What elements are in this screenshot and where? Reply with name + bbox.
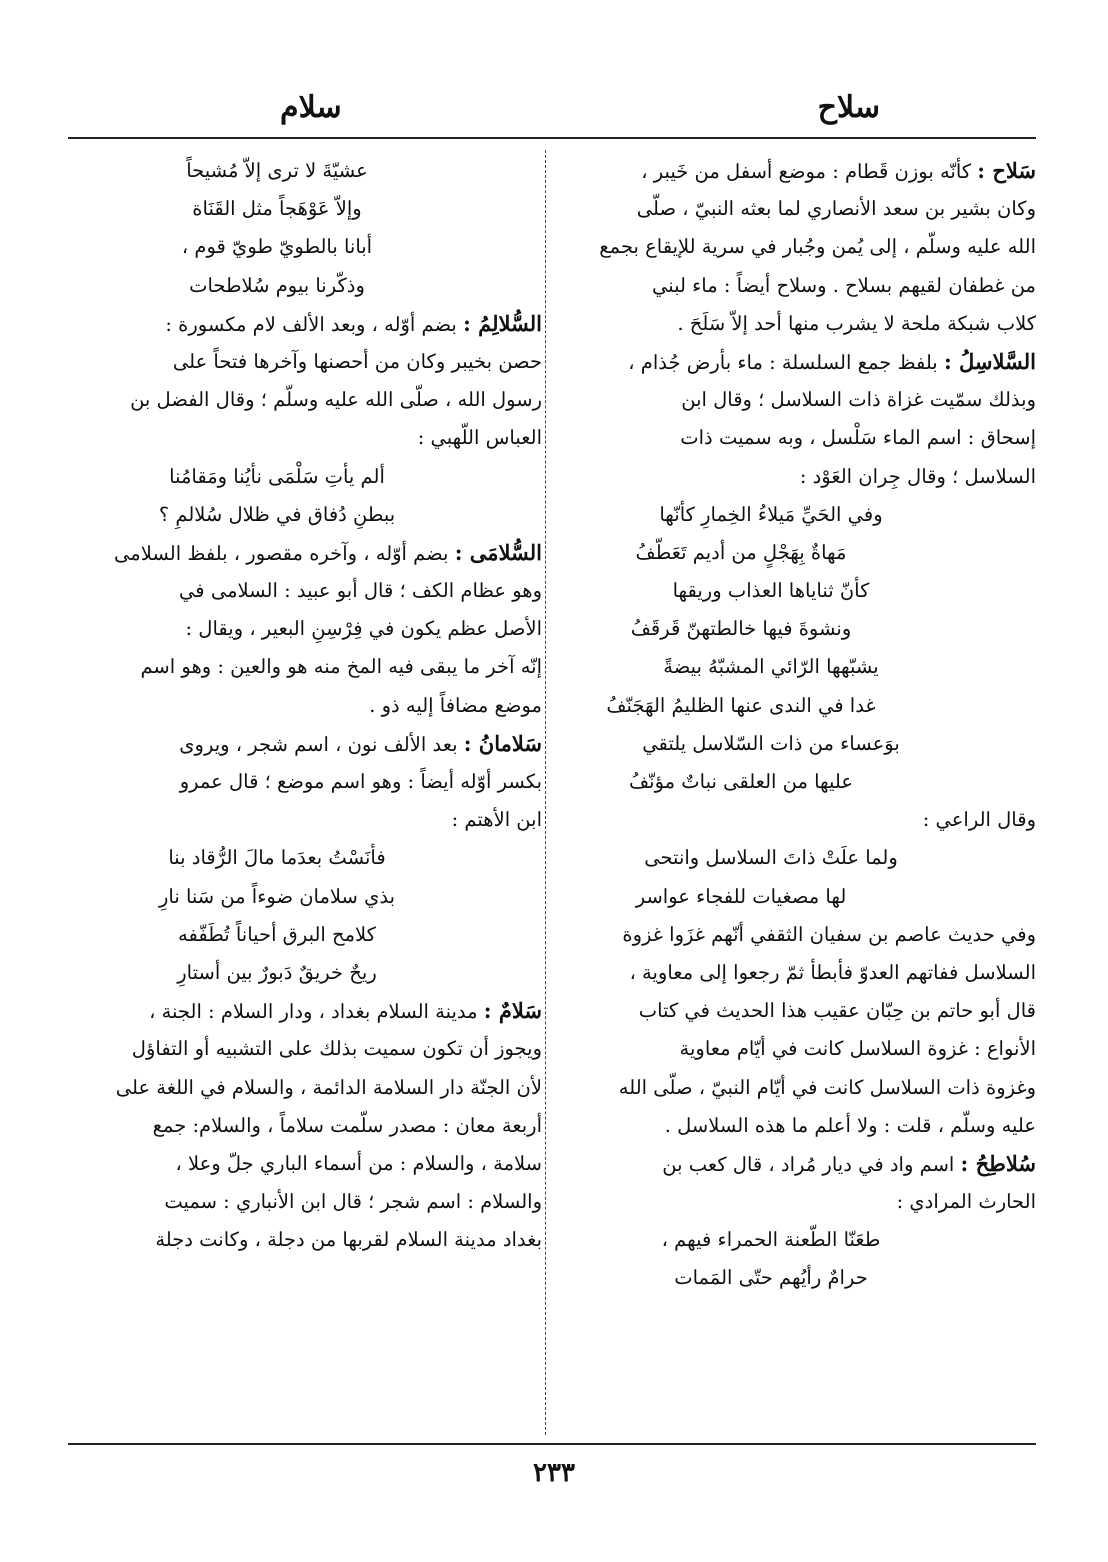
line-text: الحارث المرادي : xyxy=(896,1190,1036,1214)
entry-line xyxy=(72,992,542,1030)
line-text: أربعة معان : مصدر سلّمت سلاماً ، والسلام: جمع xyxy=(152,1113,542,1137)
entry-line xyxy=(72,305,542,343)
line-text: ونشوةَ فيها خالطتهنّ قَرقَفُ xyxy=(630,617,852,641)
text-line xyxy=(72,1221,542,1259)
line-text: مَهاةٌ بِهَجْلٍ من أديم تَعَطّفُ xyxy=(635,540,847,564)
line-text: كأنّه بوزن قَطام : موضع أسفل من خَيبر ، xyxy=(641,160,978,183)
verse-line xyxy=(566,839,1036,877)
text-line xyxy=(72,1145,542,1183)
verse-line xyxy=(566,610,1036,648)
verse-line xyxy=(72,228,542,266)
line-text: عليها من العلقى نباتٌ مؤنّفُ xyxy=(628,770,854,793)
text-line xyxy=(566,381,1036,419)
text-line xyxy=(72,419,542,457)
line-text: وكان بشير بن سعد الأنصاري لما بعثه النبيّ ، صلّى xyxy=(636,197,1036,221)
text-line xyxy=(566,916,1036,954)
page-number: ٢٣٣ xyxy=(533,1458,575,1488)
verse-line xyxy=(566,572,1036,610)
line-text: رسول الله ، صلّى الله عليه وسلّم ؛ وقال الفضل بن xyxy=(130,388,542,412)
entry-line xyxy=(566,343,1036,381)
line-text: حصن بخيبر وكان من أحصنها وآخرها فتحاً على xyxy=(172,349,542,373)
line-text: وإلاّ عَوْهَجاً مثل القَنَاة xyxy=(192,197,362,221)
text-line xyxy=(566,801,1036,839)
line-text: بوَعساء من ذات السّلاسل يلتقي xyxy=(642,731,900,755)
text-line xyxy=(566,190,1036,228)
line-text: السلاسل ففاتهم العدوّ فأبطأ ثمّ رجعوا إلى معاوية ، xyxy=(629,960,1036,984)
verse-line xyxy=(566,1221,1036,1259)
line-text: وغزوة ذات السلاسل كانت في أيّام النبيّ ، صلّى الله xyxy=(618,1075,1036,1099)
line-text: ويجوز أن تكون سميت بذلك على التشبيه أو التفاؤل xyxy=(131,1037,542,1061)
verse-line xyxy=(566,725,1036,763)
line-text: الأنواع : غزوة السلاسل كانت في أيّام معاوية xyxy=(679,1037,1036,1061)
header-rule xyxy=(68,137,1036,139)
running-head-right: سلاح xyxy=(817,90,880,125)
verse-line xyxy=(566,878,1036,916)
line-text: وهو عظام الكف ؛ قال أبو عبيد : السلامى في xyxy=(179,579,542,603)
verse-line xyxy=(566,1259,1036,1297)
text-line xyxy=(72,1069,542,1107)
line-text: وقال الراعي : xyxy=(922,808,1036,832)
line-text: والسلام : اسم شجر ؛ قال ابن الأنباري : سميت xyxy=(164,1190,542,1214)
text-line xyxy=(566,954,1036,992)
headword: سَلامٌ : xyxy=(483,998,542,1024)
line-text: سلامة ، والسلام : من أسماء الباري جلّ وعلا ، xyxy=(175,1151,542,1175)
verse-line xyxy=(72,916,542,954)
line-text: ولما علَتْ ذاتَ السلاسل وانتحى xyxy=(644,846,898,870)
line-text: طعَنّا الطّعنة الحمراء فيهم ، xyxy=(661,1228,881,1252)
verse-line xyxy=(72,839,542,877)
verse-line xyxy=(566,648,1036,686)
line-text: لأن الجنّة دار السلامة الدائمة ، والسلام في اللغة على xyxy=(115,1075,542,1099)
text-line xyxy=(566,305,1036,343)
line-text: وبذلك سمّيت غزاة ذات السلاسل ؛ وقال ابن xyxy=(681,388,1036,412)
line-text: موضع مضافاً إليه ذو . xyxy=(369,693,542,717)
line-text: فأنَسْتُ بعدَما مالَ الرُّقاد بنا xyxy=(168,846,386,870)
line-text: الله عليه وسلّم ، إلى يُمن وجُبار في سرية للإيقاع بجمع xyxy=(599,235,1036,259)
verse-line xyxy=(72,496,542,534)
line-text: السلاسل ؛ وقال جِران العَوْد : xyxy=(799,464,1036,488)
line-text: أبانا بالطويّ طويّ قوم ، xyxy=(181,235,373,259)
line-text: إنّه آخر ما يبقى فيه المخ منه هو والعين : وهو اسم xyxy=(140,655,542,679)
line-text: ريحٌ خريقٌ دَبورٌ بين أستارِ xyxy=(177,960,377,984)
headword: السُّلالِمُ : xyxy=(463,310,542,336)
line-text: إسحاق : اسم الماء سَلْسل ، وبه سميت ذات xyxy=(680,426,1036,450)
text-line xyxy=(566,1183,1036,1221)
line-text: وفي حديث عاصم بن سفيان الثقفي أنّهم غزَوا غزوة xyxy=(622,922,1036,946)
line-text: ألم يأتِ سَلْمَى نأيُنا ومَقامُنا xyxy=(169,464,385,488)
text-line xyxy=(72,572,542,610)
verse-line xyxy=(72,267,542,305)
headword: سَلاح : xyxy=(977,158,1036,183)
line-text: ببطنِ دُفاق في ظلال سُلالمِ ؟ xyxy=(158,502,396,526)
verse-line xyxy=(72,954,542,992)
page-header xyxy=(60,88,1030,132)
headword: السَّلاسِلُ : xyxy=(943,348,1036,374)
line-text: وذكّرنا بيوم سُلاطحات xyxy=(189,273,365,297)
verse-line xyxy=(566,496,1036,534)
text-line xyxy=(72,763,542,801)
line-text: عشيّةَ لا ترى إلاّ مُشيحاً xyxy=(186,159,368,182)
verse-line xyxy=(72,458,542,496)
text-line xyxy=(72,1107,542,1145)
verse-line xyxy=(72,190,542,228)
line-text: كلاب شبكة ملحة لا يشرب منها أحد إلاّ سَلَحَ . xyxy=(677,311,1036,335)
line-text: وفي الحَيِّ مَيلاءُ الخِمارِ كأنّها xyxy=(659,502,883,526)
text-line xyxy=(566,228,1036,266)
text-line xyxy=(566,1030,1036,1068)
line-text: بضم أوّله ، وبعد الألف لام مكسورة : xyxy=(165,312,464,336)
verse-line xyxy=(566,763,1036,801)
text-line xyxy=(72,1030,542,1068)
line-text: كلامح البرق أحياناً تُطَفّفه xyxy=(178,922,376,946)
entry-line xyxy=(72,534,542,572)
line-text: الأصل عظم يكون في فِرْسِنِ البعير ، ويقال : xyxy=(185,617,542,641)
verse-line xyxy=(566,534,1036,572)
text-line xyxy=(72,610,542,648)
headword: سُلاطِحُ : xyxy=(960,1150,1036,1176)
text-line xyxy=(566,1107,1036,1145)
entry-line xyxy=(566,152,1036,190)
running-head-left: سلام xyxy=(280,90,342,125)
text-line xyxy=(566,419,1036,457)
verse-line xyxy=(72,878,542,916)
text-line xyxy=(72,1183,542,1221)
text-line xyxy=(566,267,1036,305)
right-column xyxy=(566,152,1036,1298)
text-line xyxy=(72,801,542,839)
column-divider xyxy=(545,150,546,1435)
entry-line xyxy=(72,725,542,763)
text-line xyxy=(72,687,542,725)
headword: سَلامانُ : xyxy=(463,730,542,756)
line-text: حرامٌ رأيُهم حتّى المَمات xyxy=(674,1266,868,1290)
line-text: بغداد مدينة السلام لقربها من دجلة ، وكانت دجلة xyxy=(155,1228,542,1252)
verse-line xyxy=(72,152,542,190)
line-text: مدينة السلام بغداد ، ودار السلام : الجنة ، xyxy=(149,1000,484,1024)
line-text: بذي سلامان ضوءاً من سَنا نارِ xyxy=(158,884,396,908)
line-text: بضم أوّله ، وآخره مقصور ، بلفظ السلامى xyxy=(114,541,455,565)
text-line xyxy=(72,381,542,419)
footer-rule xyxy=(68,1443,1036,1445)
headword: السُّلامَى : xyxy=(454,539,542,565)
verse-line xyxy=(566,687,1036,725)
line-text: كأنّ ثناياها العذاب وريقها xyxy=(672,579,870,603)
line-text: غدا في الندى عنها الظليمُ الهَجَنّفُ xyxy=(606,693,876,717)
entry-line xyxy=(566,1145,1036,1183)
text-line xyxy=(566,1069,1036,1107)
line-text: عليه وسلّم ، قلت : ولا أعلم ما هذه السلاسل . xyxy=(664,1113,1036,1137)
line-text: بكسر أوّله أيضاً : وهو اسم موضع ؛ قال عمرو xyxy=(179,770,542,793)
line-text: بلفظ جمع السلسلة : ماء بأرض جُذام ، xyxy=(628,350,944,374)
line-text: العباس اللّهبي : xyxy=(417,426,542,450)
left-column xyxy=(72,152,542,1259)
line-text: بعد الألف نون ، اسم شجر ، ويروى xyxy=(179,732,464,756)
text-line xyxy=(566,992,1036,1030)
text-line xyxy=(566,458,1036,496)
line-text: ابن الأهتم : xyxy=(451,808,542,832)
line-text: اسم واد في ديار مُراد ، قال كعب بن xyxy=(662,1152,961,1176)
line-text: لها مصغيات للفجاء عواسر xyxy=(635,884,847,908)
text-line xyxy=(72,648,542,686)
line-text: من غطفان لقيهم بسلاح . وسلاح أيضاً : ماء لبني xyxy=(651,273,1036,297)
text-line xyxy=(72,343,542,381)
line-text: يشبّهها الرّائي المشبّهُ بيضةً xyxy=(663,655,879,679)
line-text: قال أبو حاتم بن حِبّان عقيب هذا الحديث في كتاب xyxy=(638,999,1036,1023)
